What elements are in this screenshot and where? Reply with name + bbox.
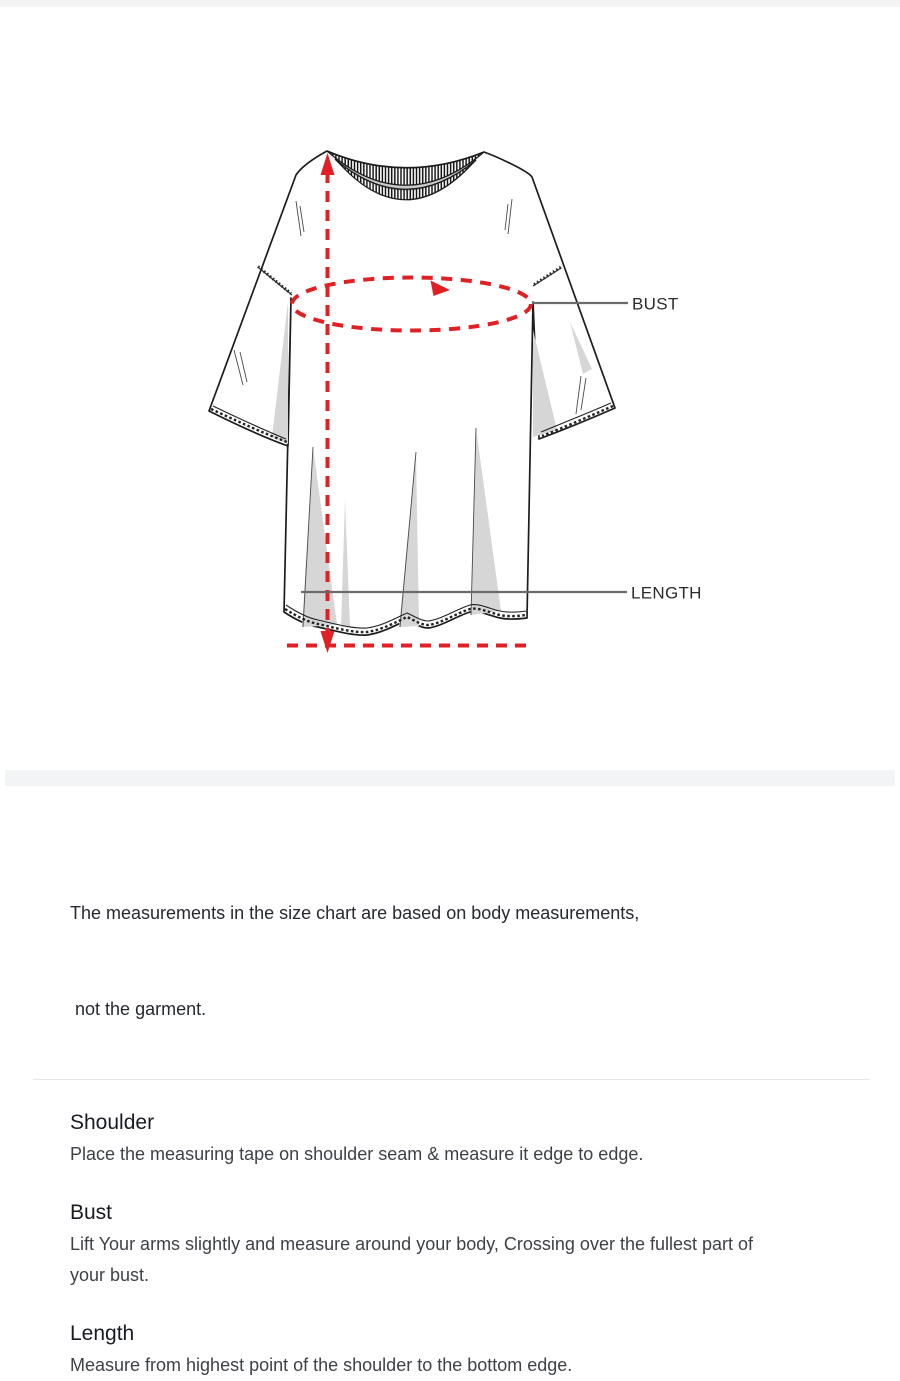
section-bust	[70, 1199, 840, 1291]
length-label: LENGTH	[631, 583, 702, 603]
section-description: Place the measuring tape on shoulder seam & measure it edge to edge.	[70, 1144, 644, 1164]
section-description: Measure from highest point of the shoulder to the bottom edge.	[70, 1355, 573, 1375]
section-title: Length	[70, 1322, 135, 1345]
note-line-2: not the garment.	[70, 999, 207, 1019]
length-arrow-down	[321, 631, 335, 653]
measurement-instructions	[70, 1109, 840, 1381]
note-line-1: The measurements in the size chart are based on body measurements,	[70, 903, 640, 923]
divider-line	[33, 1079, 870, 1080]
section-title: Shoulder	[70, 1111, 155, 1134]
measurement-note	[70, 833, 840, 1057]
section-divider-band	[5, 770, 895, 786]
top-strip	[0, 0, 900, 7]
section-length	[70, 1320, 840, 1381]
section-shoulder	[70, 1109, 840, 1170]
section-title: Bust	[70, 1201, 113, 1224]
bust-label: BUST	[632, 294, 679, 314]
section-description: Lift Your arms slightly and measure around your body, Crossing over the fullest part of your bust.	[70, 1234, 754, 1285]
